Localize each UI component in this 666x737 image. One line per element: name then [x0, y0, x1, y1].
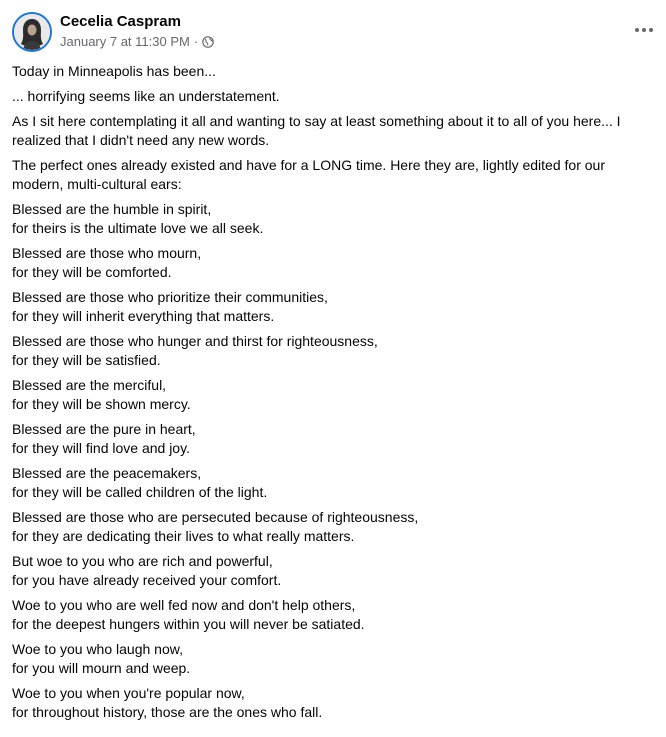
- post-text-line: The perfect ones already existed and have for a LONG time. Here they are, lightly edited for our modern, multi-cultural ears:: [12, 157, 605, 192]
- post-text-line: for you have already received your comfort.: [12, 572, 282, 588]
- post-text-line: for the deepest hungers within you will never be satiated.: [12, 616, 365, 632]
- more-options-icon[interactable]: [634, 20, 654, 40]
- post-header: [12, 12, 654, 54]
- post-paragraph: [12, 464, 650, 502]
- post-text-line: Blessed are those who hunger and thirst for righteousness,: [12, 333, 378, 349]
- post-text-line: for they will be shown mercy.: [12, 396, 191, 412]
- post-text-line: ... horrifying seems like an understatement.: [12, 88, 280, 104]
- post-text-line: But woe to you who are rich and powerful,: [12, 553, 273, 569]
- post-paragraph: [12, 596, 650, 634]
- post-paragraph: [12, 112, 650, 150]
- post-paragraph: [12, 87, 650, 106]
- avatar[interactable]: [12, 12, 52, 52]
- post-timestamp[interactable]: January 7 at 11:30 PM: [60, 34, 190, 49]
- post-paragraph: [12, 552, 650, 590]
- post-paragraph: [12, 156, 650, 194]
- post-meta: [60, 34, 214, 49]
- post-paragraph: [12, 640, 650, 678]
- post-paragraph: [12, 200, 650, 238]
- post-text-line: for theirs is the ultimate love we all seek.: [12, 220, 264, 236]
- post-text-line: Today in Minneapolis has been...: [12, 63, 216, 79]
- post-paragraph: [12, 332, 650, 370]
- post-paragraph: [12, 684, 650, 722]
- post-text-line: Blessed are the peacemakers,: [12, 465, 202, 481]
- post-text-line: for they will inherit everything that matters.: [12, 308, 275, 324]
- post-text-line: for they will be satisfied.: [12, 352, 161, 368]
- post-text-line: Woe to you who laugh now,: [12, 641, 183, 657]
- post-text-line: for you will mourn and weep.: [12, 660, 191, 676]
- post-text-line: Blessed are those who prioritize their communities,: [12, 289, 328, 305]
- avatar-image: [14, 14, 50, 50]
- post-text-line: Blessed are the merciful,: [12, 377, 167, 393]
- post-text-line: Blessed are those who are persecuted because of righteousness,: [12, 509, 419, 525]
- globe-icon[interactable]: [202, 36, 214, 48]
- post-body: [12, 62, 650, 728]
- post-paragraph: [12, 62, 650, 81]
- post-text-line: for they will be comforted.: [12, 264, 172, 280]
- post-text-line: Woe to you who are well fed now and don't help others,: [12, 597, 356, 613]
- post-text-line: Blessed are the pure in heart,: [12, 421, 196, 437]
- post-text-line: Woe to you when you're popular now,: [12, 685, 245, 701]
- post-paragraph: [12, 244, 650, 282]
- post-text-line: for they are dedicating their lives to what really matters.: [12, 528, 355, 544]
- post-text-line: for they will be called children of the light.: [12, 484, 268, 500]
- post-text-line: for they will find love and joy.: [12, 440, 190, 456]
- post-text-line: for throughout history, those are the ones who fall.: [12, 704, 323, 720]
- post-paragraph: [12, 376, 650, 414]
- author-name[interactable]: Cecelia Caspram: [60, 13, 181, 30]
- post-paragraph: [12, 420, 650, 458]
- post-paragraph: [12, 288, 650, 326]
- meta-separator: ·: [193, 34, 199, 49]
- post-paragraph: [12, 508, 650, 546]
- post-text-line: As I sit here contemplating it all and wanting to say at least something about it to all of you here... I realized that I didn't need any new words.: [12, 113, 621, 148]
- post-text-line: Blessed are those who mourn,: [12, 245, 202, 261]
- post-text-line: Blessed are the humble in spirit,: [12, 201, 212, 217]
